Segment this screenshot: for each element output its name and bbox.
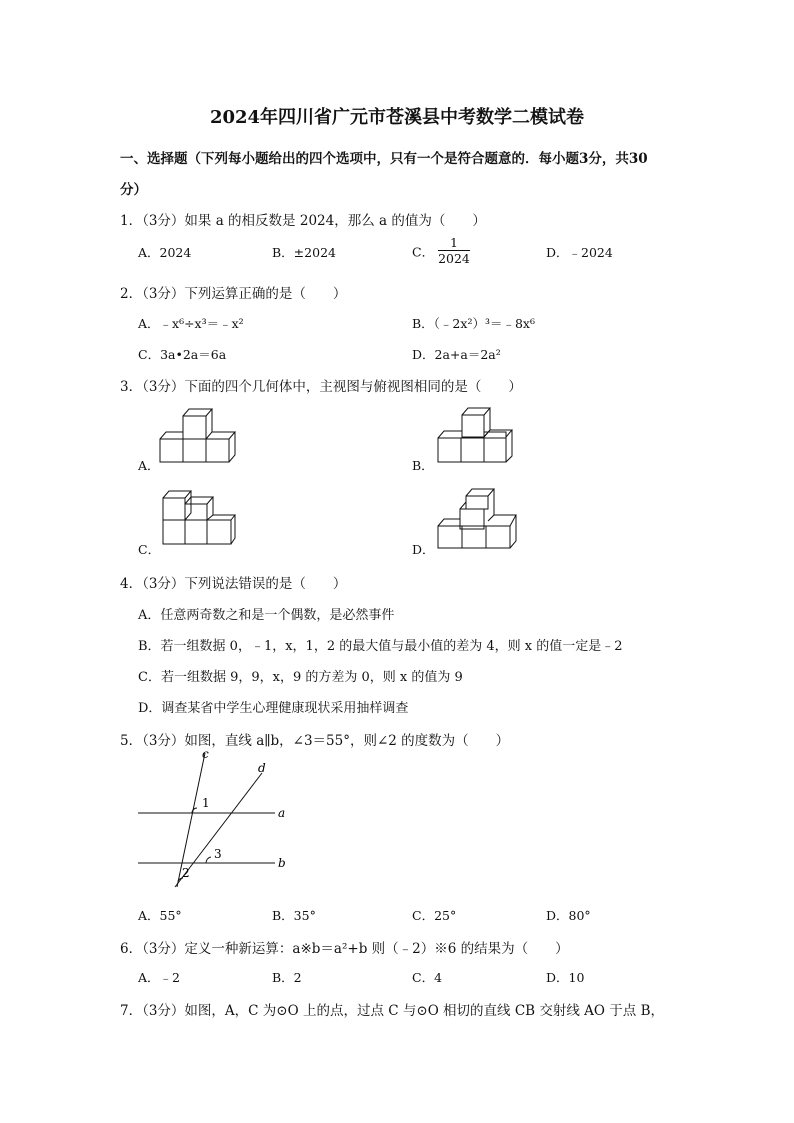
q1-option-c-denominator: 2024 bbox=[438, 251, 470, 266]
q4-stem: 4．（3分）下列说法错误的是（ ） bbox=[120, 576, 347, 592]
q5-option-d: D．80° bbox=[546, 908, 591, 923]
q2-stem: 2．（3分）下列运算正确的是（ ） bbox=[120, 286, 347, 302]
label-d: d bbox=[258, 761, 266, 775]
q2-option-b: B．（﹣2x²）³＝﹣8x⁶ bbox=[412, 316, 535, 331]
exam-title: 2024年四川省广元市苍溪县中考数学二模试卷 bbox=[209, 107, 585, 128]
q3-figure-b bbox=[430, 402, 520, 472]
q3-option-c: C． bbox=[138, 542, 161, 557]
q5-option-b: B．35° bbox=[272, 908, 316, 923]
q4-option-a: A．任意两奇数之和是一个偶数，是必然事件 bbox=[138, 608, 395, 623]
q1-option-c-label: C． bbox=[412, 244, 435, 260]
section-heading-line2: 分） bbox=[120, 182, 147, 198]
angle-3-label: 3 bbox=[214, 847, 222, 861]
label-a: a bbox=[278, 806, 286, 820]
q6-option-a: A．﹣2 bbox=[138, 970, 180, 985]
label-b: b bbox=[278, 856, 286, 870]
q2-option-d: D．2a+a＝2a² bbox=[412, 347, 501, 362]
q6-option-d: D．10 bbox=[546, 970, 585, 985]
q3-option-d: D． bbox=[412, 542, 435, 557]
angle-2-label: 2 bbox=[182, 866, 190, 880]
q5-option-a: A．55° bbox=[138, 908, 182, 923]
q3-figure-c bbox=[155, 485, 245, 555]
q5-option-c: C．25° bbox=[412, 908, 457, 923]
q2-option-a: A．﹣x⁶÷x³＝﹣x² bbox=[138, 316, 244, 331]
q4-option-d: D．调查某省中学生心理健康现状采用抽样调查 bbox=[138, 701, 409, 716]
q4-option-b: B．若一组数据 0，﹣1，x，1，2 的最大值与最小值的差为 4，则 x 的值一定是﹣2 bbox=[138, 639, 623, 654]
q1-option-c bbox=[412, 236, 470, 267]
label-c: c bbox=[202, 747, 209, 761]
section-heading-line1: 一、选择题（下列每小题给出的四个选项中，只有一个是符合题意的．每小题3分，共30 bbox=[120, 151, 648, 167]
q1-stem: 1．（3分）如果 a 的相反数是 2024，那么 a 的值为（ ） bbox=[120, 213, 486, 229]
q2-option-c: C．3a•2a＝6a bbox=[138, 347, 227, 362]
q5-parallel-lines-figure bbox=[130, 745, 300, 895]
q1-option-a: A．2024 bbox=[138, 245, 192, 260]
q3-option-b: B． bbox=[412, 458, 434, 473]
q3-stem: 3．（3分）下面的四个几何体中，主视图与俯视图相同的是（ ） bbox=[120, 379, 522, 395]
q6-stem: 6．（3分）定义一种新运算：a※b＝a²+b 则（﹣2）※6 的结果为（ ） bbox=[120, 941, 569, 957]
q4-option-c: C．若一组数据 9，9，x，9 的方差为 0，则 x 的值为 9 bbox=[138, 670, 463, 685]
q6-option-b: B．2 bbox=[272, 970, 302, 985]
q7-stem: 7．（3分）如图，A，C 为⊙O 上的点，过点 C 与⊙O 相切的直线 CB 交射线 AO 于点 B， bbox=[120, 1003, 664, 1019]
angle-1-label: 1 bbox=[202, 796, 210, 810]
q1-option-c-numerator: 1 bbox=[438, 236, 470, 251]
q6-option-c: C．4 bbox=[412, 970, 443, 985]
q1-option-d: D．﹣2024 bbox=[546, 245, 613, 260]
q1-option-c-fraction bbox=[438, 236, 470, 267]
q3-option-a: A． bbox=[138, 458, 160, 473]
q1-option-b: B．±2024 bbox=[272, 245, 336, 260]
q3-figure-d bbox=[430, 485, 525, 555]
q5-stem: 5．（3分）如图，直线 a∥b，∠3＝55°，则∠2 的度数为（ ） bbox=[120, 733, 510, 749]
q3-figure-a bbox=[155, 402, 245, 472]
